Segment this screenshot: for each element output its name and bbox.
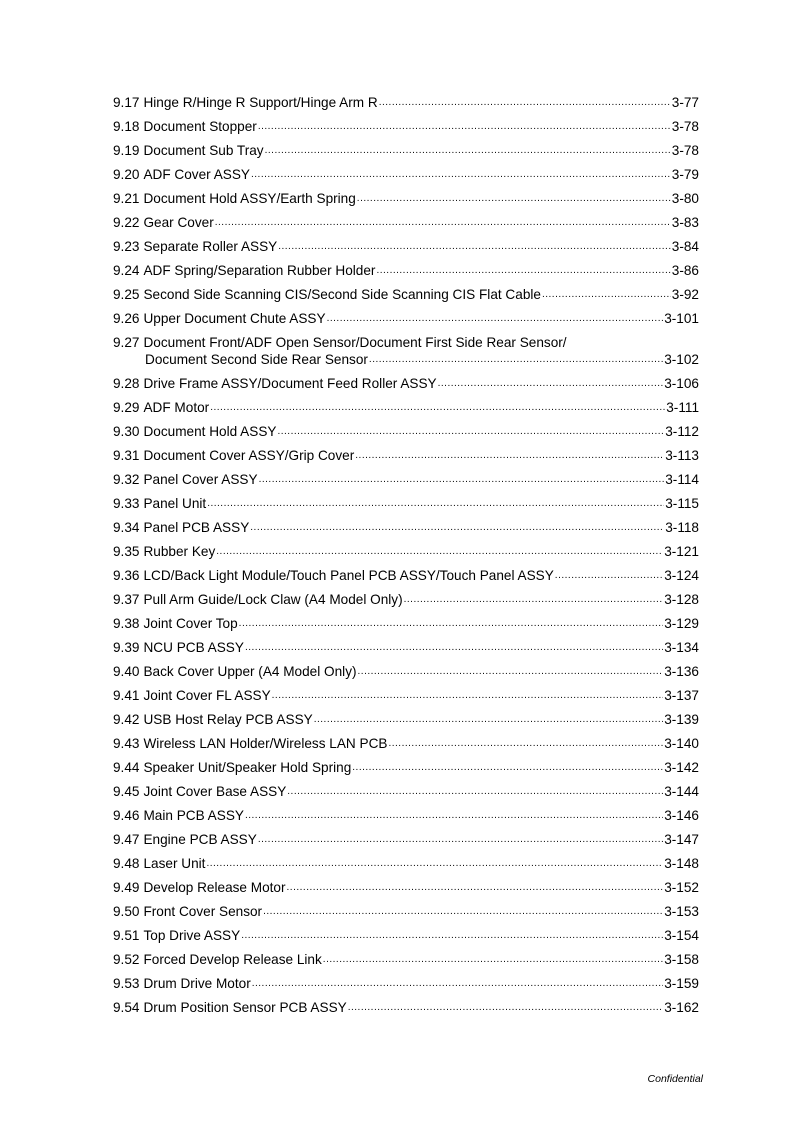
dot-leader [277, 425, 664, 439]
toc-entry-title: USB Host Relay PCB ASSY [143, 712, 313, 727]
toc-entry[interactable] [113, 233, 699, 257]
toc-entry-page: 3-83 [671, 215, 699, 230]
toc-entry-number: 9.46 [113, 808, 140, 823]
toc-entry-title: Main PCB ASSY [143, 808, 244, 823]
toc-entry-page: 3-78 [671, 119, 699, 134]
toc-entry-number: 9.21 [113, 191, 140, 206]
toc-entry-title: Laser Unit [143, 856, 206, 871]
toc-entry-number: 9.38 [113, 616, 140, 631]
toc-entry[interactable] [113, 281, 699, 305]
toc-entry-number: 9.34 [113, 520, 140, 535]
toc-entry-title: Joint Cover Base ASSY [143, 784, 287, 799]
toc-entry-number: 9.52 [113, 952, 140, 967]
toc-entry-title: Top Drive ASSY [143, 928, 241, 943]
toc-entry-number: 9.53 [113, 976, 140, 991]
toc-entry-page: 3-158 [664, 952, 699, 967]
toc-entry-number: 9.25 [113, 287, 140, 302]
dot-leader [239, 617, 664, 631]
dot-leader [263, 905, 663, 919]
toc-entry[interactable] [113, 994, 699, 1018]
dot-leader [251, 168, 671, 182]
toc-entry[interactable] [113, 466, 699, 490]
toc-entry-number: 9.33 [113, 496, 140, 511]
toc-entry[interactable] [113, 89, 699, 113]
dot-leader [259, 473, 665, 487]
toc-entry-title: Back Cover Upper (A4 Model Only) [143, 664, 357, 679]
toc-entry-title: Joint Cover Top [143, 616, 238, 631]
toc-entry-number: 9.54 [113, 1000, 140, 1015]
toc-entry[interactable] [113, 682, 699, 706]
confidential-footer: Confidential [647, 1073, 703, 1085]
toc-entry-title: Document Front/ADF Open Sensor/Document First Side Rear Sensor/ [143, 335, 567, 350]
toc-entry-title: Drum Drive Motor [143, 976, 251, 991]
toc-entry[interactable] [113, 418, 699, 442]
toc-entry-page: 3-121 [664, 544, 699, 559]
toc-entry[interactable] [113, 730, 699, 754]
toc-entry-page: 3-152 [664, 880, 699, 895]
dot-leader [369, 353, 663, 367]
toc-entry-number: 9.37 [113, 592, 140, 607]
toc-entry-page: 3-92 [671, 287, 699, 302]
toc-entry-first-line [113, 334, 699, 351]
toc-entry-page: 3-80 [671, 191, 699, 206]
dot-leader [287, 785, 663, 799]
dot-leader [250, 521, 664, 535]
toc-entry-page: 3-153 [664, 904, 699, 919]
toc-entry-title: Document Sub Tray [143, 143, 264, 158]
toc-entry-number: 9.24 [113, 263, 140, 278]
toc-entry-page: 3-101 [664, 311, 699, 326]
toc-entry-number: 9.31 [113, 448, 140, 463]
toc-entry[interactable] [113, 538, 699, 562]
toc-entry-page: 3-106 [664, 376, 699, 391]
toc-entry[interactable] [113, 442, 699, 466]
toc-entry-page: 3-162 [664, 1000, 699, 1015]
toc-entry[interactable] [113, 802, 699, 826]
toc-entry-page: 3-114 [665, 472, 699, 487]
toc-entry[interactable] [113, 209, 699, 233]
toc-entry[interactable] [113, 586, 699, 610]
toc-entry[interactable] [113, 137, 699, 161]
toc-entry-page: 3-139 [664, 712, 699, 727]
toc-entry-number: 9.23 [113, 239, 140, 254]
toc-entry-title: Panel Unit [143, 496, 207, 511]
toc-entry-title: NCU PCB ASSY [143, 640, 244, 655]
toc-entry[interactable] [113, 634, 699, 658]
toc-entry-title: Panel Cover ASSY [143, 472, 258, 487]
toc-entry-title: LCD/Back Light Module/Touch Panel PCB ASSY/Touch Panel ASSY [143, 568, 554, 583]
toc-entry-page: 3-113 [665, 448, 699, 463]
toc-entry[interactable] [113, 514, 699, 538]
toc-entry-number: 9.26 [113, 311, 140, 326]
toc-entry-number: 9.42 [113, 712, 140, 727]
toc-entry-title: Speaker Unit/Speaker Hold Spring [143, 760, 352, 775]
toc-entry-page: 3-124 [664, 568, 699, 583]
toc-entry-title: Upper Document Chute ASSY [143, 311, 326, 326]
toc-entry[interactable] [113, 778, 699, 802]
toc-entry-title: Forced Develop Release Link [143, 952, 322, 967]
toc-entry-number: 9.41 [113, 688, 140, 703]
toc-entry-title: Joint Cover FL ASSY [143, 688, 271, 703]
toc-entry-page: 3-112 [665, 424, 699, 439]
toc-entry-title: Panel PCB ASSY [143, 520, 250, 535]
toc-entry-title-continuation: Document Second Side Rear Sensor [145, 352, 368, 367]
dot-leader [376, 264, 670, 278]
toc-entry-title: Develop Release Motor [143, 880, 286, 895]
dot-leader [206, 857, 663, 871]
dot-leader [358, 665, 664, 679]
toc-entry-title: Document Hold ASSY/Earth Spring [143, 191, 356, 206]
toc-entry-title: Document Hold ASSY [143, 424, 277, 439]
toc-entry-title: Drum Position Sensor PCB ASSY [143, 1000, 347, 1015]
toc-entry[interactable] [113, 610, 699, 634]
toc-entry[interactable] [113, 370, 699, 394]
toc-entry-number: 9.19 [113, 143, 140, 158]
dot-leader [241, 929, 663, 943]
toc-entry-page: 3-77 [671, 95, 699, 110]
toc-entry[interactable] [113, 850, 699, 874]
dot-leader [216, 545, 663, 559]
dot-leader [265, 144, 671, 158]
toc-entry-number: 9.28 [113, 376, 140, 391]
toc-entry-page: 3-79 [671, 167, 699, 182]
table-of-contents [113, 89, 699, 1018]
toc-entry-title: Document Cover ASSY/Grip Cover [143, 448, 355, 463]
toc-entry-page: 3-144 [664, 784, 699, 799]
toc-entry-number: 9.29 [113, 400, 140, 415]
toc-entry-title: Drive Frame ASSY/Document Feed Roller ASSY [143, 376, 437, 391]
toc-entry-page: 3-115 [665, 496, 699, 511]
toc-entry-page: 3-78 [671, 143, 699, 158]
dot-leader [555, 569, 663, 583]
toc-entry[interactable] [113, 562, 699, 586]
dot-leader [355, 449, 664, 463]
dot-leader [245, 809, 663, 823]
toc-entry-title: Wireless LAN Holder/Wireless LAN PCB [143, 736, 388, 751]
toc-entry[interactable] [113, 970, 699, 994]
toc-entry[interactable] [113, 874, 699, 898]
toc-entry-title: Pull Arm Guide/Lock Claw (A4 Model Only) [143, 592, 403, 607]
toc-entry-number: 9.44 [113, 760, 140, 775]
toc-entry-number: 9.20 [113, 167, 140, 182]
dot-leader [278, 240, 671, 254]
toc-entry-number: 9.27 [113, 335, 140, 350]
toc-entry-page: 3-118 [665, 520, 699, 535]
toc-entry[interactable] [113, 898, 699, 922]
toc-entry-continuation-line [113, 351, 699, 368]
toc-entry-number: 9.48 [113, 856, 140, 871]
dot-leader [207, 497, 664, 511]
toc-entry-page: 3-146 [664, 808, 699, 823]
toc-entry-number: 9.30 [113, 424, 140, 439]
dot-leader [438, 377, 664, 391]
dot-leader [379, 96, 671, 110]
toc-entry[interactable] [113, 305, 699, 329]
dot-leader [357, 192, 671, 206]
toc-entry-title: Engine PCB ASSY [143, 832, 257, 847]
toc-entry-title: ADF Cover ASSY [143, 167, 250, 182]
toc-entry[interactable] [113, 490, 699, 514]
toc-entry-page: 3-84 [671, 239, 699, 254]
dot-leader [210, 401, 665, 415]
toc-entry-page: 3-137 [664, 688, 699, 703]
toc-entry[interactable] [113, 706, 699, 730]
toc-entry-page: 3-159 [664, 976, 699, 991]
toc-entry-title: ADF Motor [143, 400, 210, 415]
toc-entry[interactable] [113, 257, 699, 281]
toc-entry-number: 9.49 [113, 880, 140, 895]
toc-entry-title: ADF Spring/Separation Rubber Holder [143, 263, 376, 278]
toc-entry-page: 3-86 [671, 263, 699, 278]
dot-leader [388, 737, 663, 751]
toc-entry-number: 9.17 [113, 95, 140, 110]
toc-entry[interactable] [113, 113, 699, 137]
toc-entry-title: Hinge R/Hinge R Support/Hinge Arm R [143, 95, 378, 110]
toc-entry-number: 9.39 [113, 640, 140, 655]
toc-entry-number: 9.47 [113, 832, 140, 847]
toc-entry-page: 3-140 [664, 736, 699, 751]
dot-leader [272, 689, 664, 703]
toc-entry-page: 3-111 [666, 400, 699, 415]
toc-entry-number: 9.43 [113, 736, 140, 751]
toc-entry[interactable] [113, 185, 699, 209]
toc-entry-title: Rubber Key [143, 544, 216, 559]
toc-entry-page: 3-148 [664, 856, 699, 871]
toc-entry-page: 3-134 [664, 640, 699, 655]
dot-leader [245, 641, 663, 655]
toc-entry-number: 9.18 [113, 119, 140, 134]
toc-entry-number: 9.51 [113, 928, 140, 943]
toc-entry-number: 9.45 [113, 784, 140, 799]
toc-entry-number: 9.50 [113, 904, 140, 919]
dot-leader [327, 312, 664, 326]
toc-entry-number: 9.36 [113, 568, 140, 583]
dot-leader [258, 120, 671, 134]
toc-entry-page: 3-128 [664, 592, 699, 607]
toc-entry[interactable] [113, 329, 699, 370]
toc-entry-page: 3-129 [664, 616, 699, 631]
dot-leader [323, 953, 663, 967]
toc-entry[interactable] [113, 946, 699, 970]
dot-leader [252, 977, 664, 991]
dot-leader [314, 713, 664, 727]
toc-entry-page: 3-147 [664, 832, 699, 847]
toc-entry-page: 3-154 [664, 928, 699, 943]
toc-entry-title: Second Side Scanning CIS/Second Side Scanning CIS Flat Cable [143, 287, 541, 302]
toc-entry-page: 3-136 [664, 664, 699, 679]
toc-entry-number: 9.35 [113, 544, 140, 559]
toc-entry-number: 9.32 [113, 472, 140, 487]
toc-entry-title: Separate Roller ASSY [143, 239, 278, 254]
toc-entry[interactable] [113, 922, 699, 946]
toc-entry-title: Gear Cover [143, 215, 214, 230]
dot-leader [215, 216, 671, 230]
toc-entry[interactable] [113, 658, 699, 682]
toc-entry-page: 3-102 [664, 352, 699, 367]
toc-entry[interactable] [113, 161, 699, 185]
dot-leader [352, 761, 663, 775]
dot-leader [348, 1001, 664, 1015]
toc-entry[interactable] [113, 394, 699, 418]
toc-entry-number: 9.40 [113, 664, 140, 679]
dot-leader [542, 288, 671, 302]
toc-entry[interactable] [113, 754, 699, 778]
toc-entry-title: Front Cover Sensor [143, 904, 263, 919]
toc-entry-number: 9.22 [113, 215, 140, 230]
toc-entry[interactable] [113, 826, 699, 850]
dot-leader [258, 833, 663, 847]
toc-entry-page: 3-142 [664, 760, 699, 775]
toc-entry-title: Document Stopper [143, 119, 257, 134]
dot-leader [287, 881, 664, 895]
dot-leader [404, 593, 664, 607]
